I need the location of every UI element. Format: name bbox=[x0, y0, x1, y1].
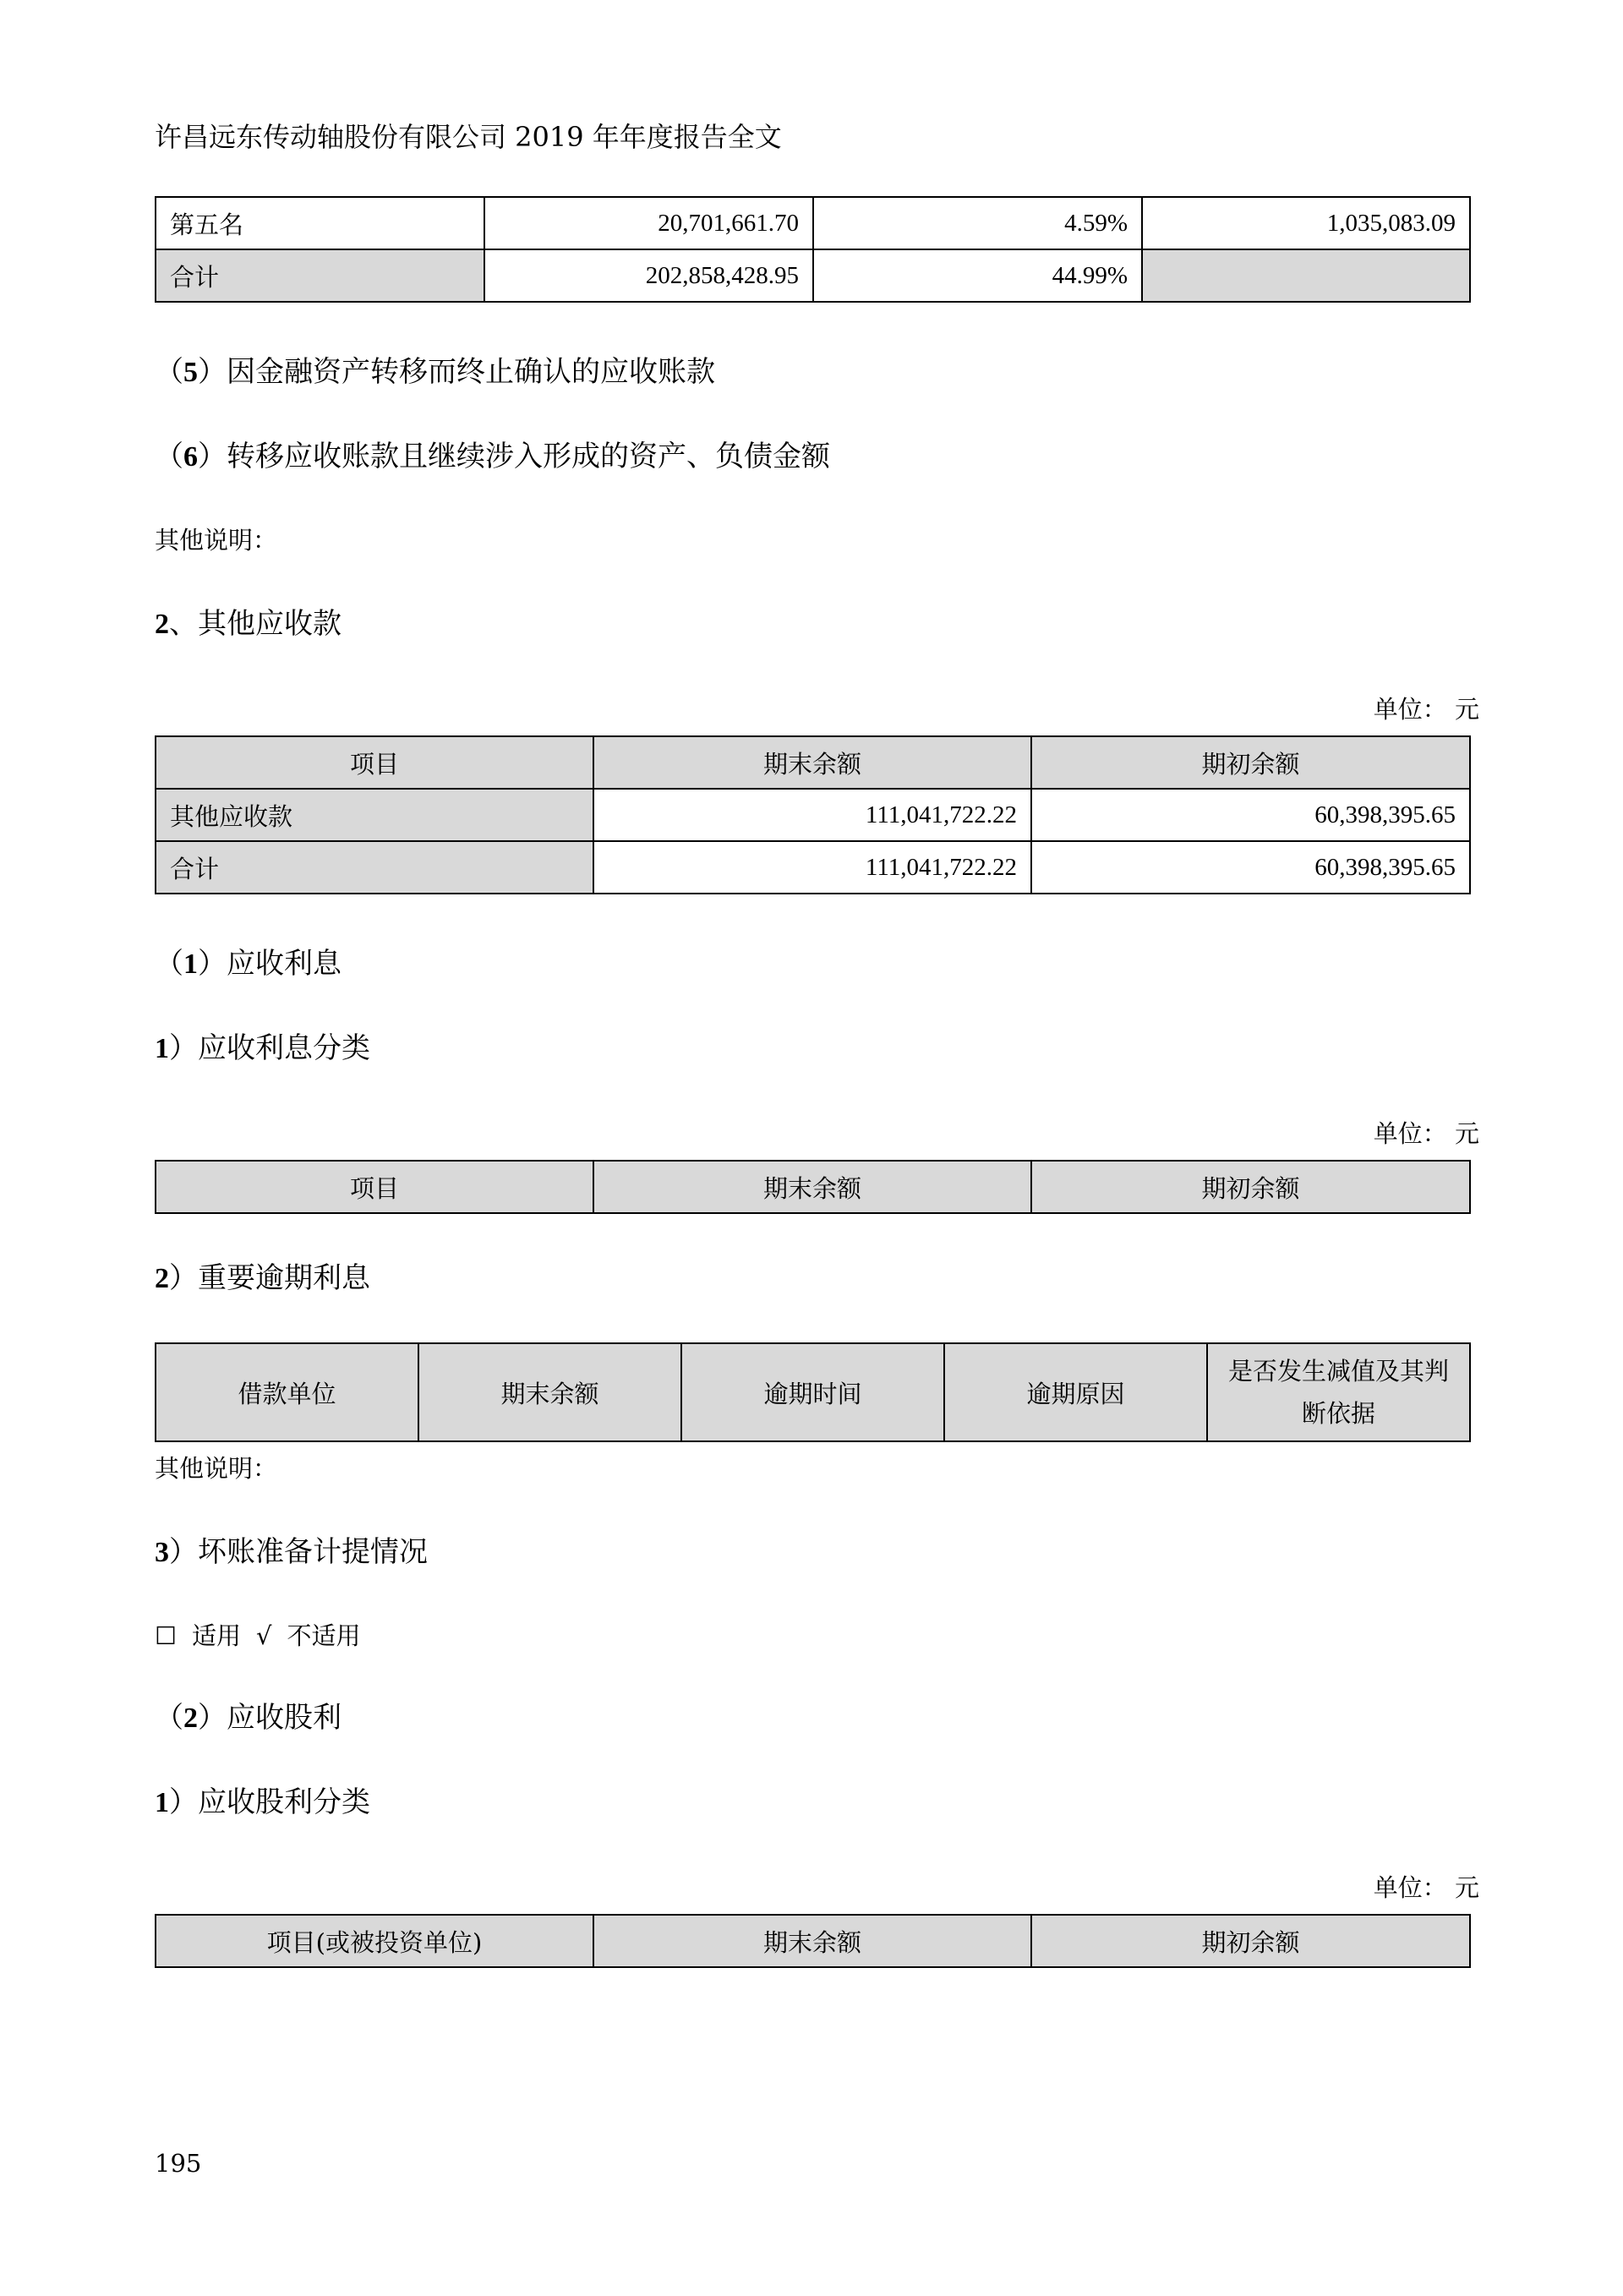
section-heading bbox=[155, 1030, 370, 1068]
other-note: 其他说明： bbox=[155, 526, 278, 555]
section-title: 因金融资产转移而终止确认的应收账款 bbox=[227, 355, 715, 389]
table-cell: 60,398,395.65 bbox=[1031, 841, 1470, 894]
column-header: 项目 bbox=[156, 736, 593, 789]
applicable-label: 适用 bbox=[192, 1621, 242, 1650]
page-number: 195 bbox=[155, 2149, 202, 2178]
page-header: 许昌远东传动轴股份有限公司 2019 年年度报告全文 bbox=[155, 121, 782, 153]
table-row bbox=[156, 197, 1470, 249]
column-header: 逾期时间 bbox=[681, 1343, 944, 1441]
table-row bbox=[156, 249, 1470, 302]
column-header: 逾期原因 bbox=[944, 1343, 1207, 1441]
section-heading: （2）应收股利 bbox=[155, 1701, 342, 1735]
table-cell: 44.99% bbox=[813, 249, 1142, 302]
table-header-row bbox=[156, 736, 1470, 789]
column-header: 期初余额 bbox=[1031, 1915, 1470, 1967]
overdue-interest-table bbox=[155, 1342, 1471, 1442]
column-header: 是否发生减值及其判断依据 bbox=[1207, 1343, 1470, 1441]
column-header: 借款单位 bbox=[156, 1343, 418, 1441]
section-number: 1 bbox=[155, 1787, 169, 1818]
column-header: 项目 bbox=[156, 1161, 593, 1213]
section-heading: （6）转移应收账款且继续涉入形成的资产、负债金额 bbox=[155, 440, 830, 473]
section-number: 2 bbox=[155, 609, 169, 640]
section-heading bbox=[155, 1260, 370, 1298]
table-cell: 1,035,083.09 bbox=[1142, 197, 1470, 249]
dividend-classification-table bbox=[155, 1914, 1471, 1968]
section-number: 2 bbox=[155, 1263, 169, 1294]
section-heading bbox=[155, 1533, 428, 1572]
section-heading: （5）因金融资产转移而终止确认的应收账款 bbox=[155, 355, 715, 389]
section-number: 5 bbox=[183, 357, 198, 388]
column-header: 期末余额 bbox=[418, 1343, 681, 1441]
section-title: ）应收股利分类 bbox=[169, 1785, 370, 1819]
table-header-row bbox=[156, 1915, 1470, 1967]
table-cell bbox=[1142, 249, 1470, 302]
section-heading bbox=[155, 605, 342, 643]
table-cell: 其他应收款 bbox=[156, 789, 593, 841]
not-applicable-label: 不适用 bbox=[287, 1621, 361, 1650]
checkmark-icon: √ bbox=[256, 1621, 272, 1650]
section-title: ）应收利息分类 bbox=[169, 1031, 370, 1065]
checkbox-unchecked-icon: ☐ bbox=[155, 1621, 177, 1650]
section-title: 、其他应收款 bbox=[169, 607, 342, 641]
other-note: 其他说明： bbox=[155, 1454, 278, 1483]
section-title: 应收股利 bbox=[227, 1701, 342, 1735]
table-cell: 4.59% bbox=[813, 197, 1142, 249]
section-title: ）坏账准备计提情况 bbox=[169, 1535, 428, 1569]
table-cell: 合计 bbox=[156, 841, 593, 894]
section-number: 2 bbox=[183, 1703, 198, 1734]
section-heading bbox=[155, 1784, 370, 1822]
column-header: 项目(或被投资单位) bbox=[156, 1915, 593, 1967]
table-row bbox=[156, 789, 1470, 841]
section-title: ）重要逾期利息 bbox=[169, 1261, 370, 1295]
table-header-row bbox=[156, 1343, 1470, 1441]
section-number: 1 bbox=[155, 1033, 169, 1064]
interest-classification-table bbox=[155, 1160, 1471, 1214]
table-cell: 20,701,661.70 bbox=[484, 197, 813, 249]
table-cell: 合计 bbox=[156, 249, 484, 302]
section-title: 应收利息 bbox=[227, 947, 342, 981]
section-number: 3 bbox=[155, 1537, 169, 1568]
column-header: 期末余额 bbox=[593, 1915, 1031, 1967]
other-receivables-table bbox=[155, 735, 1471, 894]
unit-label: 单位： 元 bbox=[1373, 1873, 1479, 1902]
unit-label: 单位： 元 bbox=[1373, 1119, 1479, 1148]
section-heading: （1）应收利息 bbox=[155, 947, 342, 981]
applicability-options bbox=[155, 1620, 376, 1652]
section-title: 转移应收账款且继续涉入形成的资产、负债金额 bbox=[227, 440, 830, 473]
column-header: 期末余额 bbox=[593, 736, 1031, 789]
section-number: 1 bbox=[183, 948, 198, 980]
column-header: 期末余额 bbox=[593, 1161, 1031, 1213]
table-header-row bbox=[156, 1161, 1470, 1213]
top-customers-table bbox=[155, 196, 1471, 303]
table-row bbox=[156, 841, 1470, 894]
column-header: 期初余额 bbox=[1031, 736, 1470, 789]
table-cell: 第五名 bbox=[156, 197, 484, 249]
table-cell: 111,041,722.22 bbox=[593, 841, 1031, 894]
section-number: 6 bbox=[183, 441, 198, 473]
table-cell: 111,041,722.22 bbox=[593, 789, 1031, 841]
column-header: 期初余额 bbox=[1031, 1161, 1470, 1213]
unit-label: 单位： 元 bbox=[1373, 695, 1479, 724]
table-cell: 60,398,395.65 bbox=[1031, 789, 1470, 841]
table-cell: 202,858,428.95 bbox=[484, 249, 813, 302]
